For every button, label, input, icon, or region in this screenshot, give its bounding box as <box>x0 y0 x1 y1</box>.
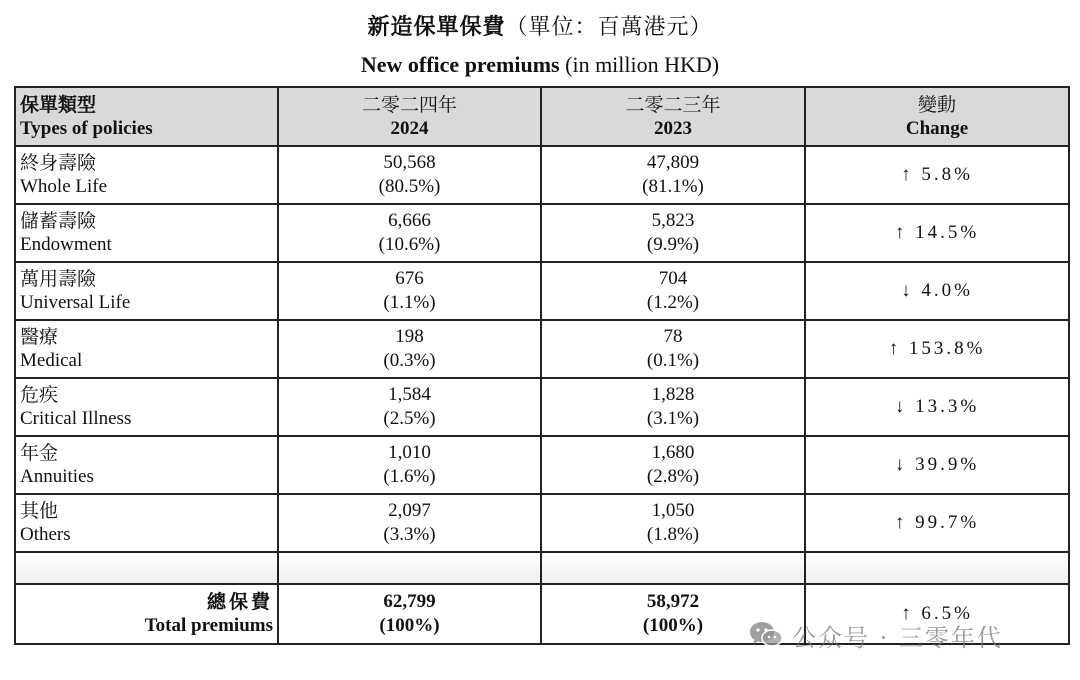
watermark-text: 公众号 · 三零年代 <box>792 623 1003 652</box>
title-chinese-unit: （單位：百萬港元） <box>505 15 713 40</box>
table-row-annuities <box>15 436 1069 494</box>
value-2024 <box>278 262 541 320</box>
header-2023-cn: 二零二三年 <box>625 93 721 116</box>
title-english-unit: (in million HKD) <box>559 52 720 77</box>
spacer-cell <box>541 552 805 584</box>
share-2023: (0.1%) <box>646 350 700 371</box>
header-policy-type-cn: 保單類型 <box>20 93 97 116</box>
share-2024: (2.5%) <box>383 408 436 429</box>
value-2023 <box>541 378 805 436</box>
title-english-main: New office premiums <box>360 52 560 77</box>
amount-2024: 1,584 <box>388 384 431 405</box>
amount-2024: 676 <box>395 268 424 289</box>
policy-label-en: Critical Illness <box>20 408 132 429</box>
value-2024 <box>278 378 541 436</box>
header-2023-en: 2023 <box>654 117 692 139</box>
total-amount-2023: 58,972 <box>646 591 700 612</box>
title-chinese <box>0 10 1080 41</box>
table-row-critical-illness <box>15 378 1069 436</box>
change-value: ↑ 99.7% <box>805 494 1069 552</box>
policy-label-en: Medical <box>20 350 83 371</box>
spacer-cell <box>278 552 541 584</box>
total-share-2024: (100%) <box>379 615 440 636</box>
value-2023 <box>541 204 805 262</box>
value-2024 <box>278 146 541 204</box>
change-value: ↓ 4.0% <box>805 262 1069 320</box>
header-change-cn: 變動 <box>917 93 956 116</box>
share-2024: (10.6%) <box>378 234 441 255</box>
policy-label <box>15 262 278 320</box>
amount-2023: 1,050 <box>651 500 695 521</box>
header-2023 <box>541 87 805 146</box>
title-english <box>0 52 1080 78</box>
header-change-en: Change <box>905 117 969 139</box>
policy-label-en: Universal Life <box>20 292 131 313</box>
amount-2024: 198 <box>395 326 424 347</box>
value-2023 <box>541 436 805 494</box>
value-2023 <box>541 262 805 320</box>
table-row-endowment <box>15 204 1069 262</box>
value-2023 <box>541 146 805 204</box>
policy-label <box>15 494 278 552</box>
policy-label-cn: 其他 <box>20 500 59 522</box>
share-2023: (81.1%) <box>642 176 704 197</box>
table-header-row <box>15 87 1069 146</box>
spacer-cell <box>15 552 278 584</box>
value-2024 <box>278 436 541 494</box>
share-2024: (1.1%) <box>383 292 436 313</box>
share-2024: (80.5%) <box>378 176 441 197</box>
value-2023 <box>541 494 805 552</box>
share-2023: (3.1%) <box>646 408 700 429</box>
value-2024 <box>278 204 541 262</box>
header-policy-type <box>15 87 278 146</box>
share-2024: (1.6%) <box>383 466 436 487</box>
table-row-universal-life <box>15 262 1069 320</box>
share-2024: (3.3%) <box>383 524 436 545</box>
table-row-total <box>15 584 1069 644</box>
header-policy-type-en: Types of policies <box>20 117 153 139</box>
amount-2024: 1,010 <box>388 442 431 463</box>
total-share-2023: (100%) <box>642 615 704 636</box>
change-value: ↑ 5.8% <box>805 146 1069 204</box>
policy-label <box>15 204 278 262</box>
amount-2023: 47,809 <box>646 152 700 173</box>
table-row-medical <box>15 320 1069 378</box>
table-row-others <box>15 494 1069 552</box>
share-2023: (2.8%) <box>646 466 700 487</box>
header-change <box>805 87 1069 146</box>
total-2024 <box>278 584 541 644</box>
table-row-whole-life <box>15 146 1069 204</box>
total-amount-2024: 62,799 <box>383 591 436 612</box>
policy-label-en: Annuities <box>20 466 94 487</box>
amount-2024: 50,568 <box>383 152 436 173</box>
amount-2023: 5,823 <box>651 210 695 231</box>
total-label-en: Total premiums <box>144 615 273 636</box>
header-2024 <box>278 87 541 146</box>
value-2024 <box>278 320 541 378</box>
share-2023: (1.2%) <box>646 292 700 313</box>
value-2023 <box>541 320 805 378</box>
policy-label <box>15 378 278 436</box>
title-chinese-main: 新造保單保費 <box>367 14 506 40</box>
change-value: ↑ 153.8% <box>805 320 1069 378</box>
amount-2023: 1,680 <box>651 442 695 463</box>
amount-2023: 1,828 <box>651 384 695 405</box>
spacer-cell <box>805 552 1069 584</box>
amount-2023: 78 <box>663 326 683 347</box>
amount-2024: 2,097 <box>388 500 431 521</box>
policy-label <box>15 320 278 378</box>
header-2024-cn: 二零二四年 <box>361 93 457 116</box>
total-change: ↑ 6.5% <box>805 584 1069 644</box>
value-2024 <box>278 494 541 552</box>
policy-label-en: Endowment <box>20 234 112 255</box>
share-2023: (1.8%) <box>646 524 700 545</box>
policy-label-cn: 年金 <box>20 442 59 464</box>
share-2024: (0.3%) <box>383 350 436 371</box>
policy-label-cn: 醫療 <box>20 326 59 348</box>
header-2024-en: 2024 <box>390 117 429 139</box>
policy-label-cn: 萬用壽險 <box>20 268 97 290</box>
share-2023: (9.9%) <box>646 234 700 255</box>
total-label-cn: 總保費 <box>206 591 273 613</box>
change-value: ↓ 13.3% <box>805 378 1069 436</box>
amount-2024: 6,666 <box>388 210 431 231</box>
policy-label-cn: 儲蓄壽險 <box>20 210 97 232</box>
policy-label-en: Others <box>20 524 71 545</box>
policy-label-cn: 危疾 <box>20 384 59 406</box>
premiums-table <box>14 86 1070 645</box>
policy-label <box>15 436 278 494</box>
amount-2023: 704 <box>658 268 688 289</box>
policy-label <box>15 146 278 204</box>
policy-label-cn: 終身壽險 <box>20 152 97 174</box>
change-value: ↓ 39.9% <box>805 436 1069 494</box>
total-2023 <box>541 584 805 644</box>
table-spacer-row <box>15 552 1069 584</box>
policy-label-en: Whole Life <box>20 176 108 197</box>
change-value: ↑ 14.5% <box>805 204 1069 262</box>
total-label <box>15 584 278 644</box>
